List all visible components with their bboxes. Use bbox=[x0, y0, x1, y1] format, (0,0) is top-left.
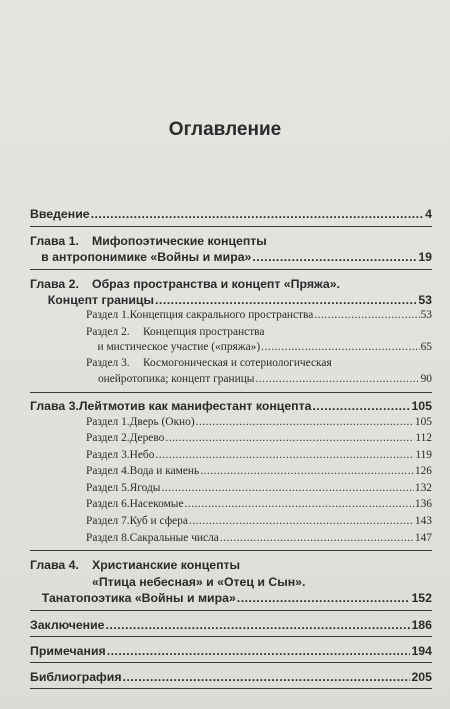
divider bbox=[30, 392, 432, 393]
entry-title: Концепция пространства bbox=[143, 326, 265, 338]
entry-title-cont: онейротопика; концепт границы bbox=[97, 373, 255, 385]
page-number: 19 bbox=[418, 250, 432, 264]
page-number: 147 bbox=[414, 532, 432, 544]
entry-title: Куб и сфера bbox=[129, 515, 188, 527]
page-number: 105 bbox=[414, 416, 432, 428]
toc-entry-conclusion[interactable] bbox=[30, 618, 432, 632]
chapter-label: Глава 4. bbox=[30, 558, 79, 572]
entry-title: Христианские концепты bbox=[92, 558, 241, 572]
page-number: 143 bbox=[414, 515, 432, 527]
entry-title: Дерево bbox=[129, 432, 165, 444]
toc-entry-chapter-1-line-2[interactable] bbox=[30, 250, 432, 264]
toc-entry-ch3-section-5[interactable] bbox=[30, 482, 432, 494]
dot-leader bbox=[312, 399, 410, 413]
section-label: Раздел 6. bbox=[86, 498, 130, 510]
section-label: Раздел 7. bbox=[86, 515, 130, 527]
entry-title: Насекомые bbox=[129, 498, 184, 510]
page-number: 126 bbox=[414, 465, 432, 477]
toc-entry-ch2-section-3[interactable] bbox=[30, 357, 332, 369]
section-label: Раздел 1. bbox=[86, 309, 130, 321]
divider bbox=[30, 610, 432, 611]
toc-entry-ch3-section-3[interactable] bbox=[30, 449, 432, 461]
section-label: Раздел 3. bbox=[86, 449, 130, 461]
dot-leader bbox=[255, 373, 419, 385]
dot-leader bbox=[261, 341, 419, 353]
entry-title: Ягоды bbox=[129, 482, 161, 494]
entry-title: Концепция сакрального пространства bbox=[129, 309, 314, 321]
toc-entry-ch3-section-4[interactable] bbox=[30, 465, 432, 477]
dot-leader bbox=[189, 515, 414, 527]
section-label: Раздел 8. bbox=[86, 532, 130, 544]
dot-leader bbox=[252, 250, 417, 264]
entry-title: Лейтмотив как манифестант концепта bbox=[78, 399, 312, 413]
dot-leader bbox=[161, 482, 413, 494]
dot-leader bbox=[155, 449, 414, 461]
page-number: 112 bbox=[415, 432, 432, 444]
entry-title-cont: Концепт границы bbox=[47, 293, 154, 307]
page-number: 186 bbox=[411, 618, 432, 632]
page-number: 53 bbox=[420, 309, 432, 321]
dot-leader bbox=[165, 432, 414, 444]
dot-leader bbox=[106, 618, 411, 632]
section-label: Раздел 4. bbox=[86, 465, 130, 477]
dot-leader bbox=[200, 465, 414, 477]
toc-entry-chapter-4-line-3[interactable] bbox=[30, 591, 432, 605]
page-number: 205 bbox=[411, 670, 432, 684]
dot-leader bbox=[237, 591, 411, 605]
entry-title: Мифопоэтические концепты bbox=[92, 234, 267, 248]
page-number: 4 bbox=[425, 207, 432, 221]
toc-entry-ch2-section-2-line-2[interactable] bbox=[30, 341, 432, 353]
page-number: 194 bbox=[411, 644, 432, 658]
dot-leader bbox=[91, 207, 425, 221]
toc-entry-ch3-section-8[interactable] bbox=[30, 532, 432, 544]
entry-title: Небо bbox=[129, 449, 155, 461]
divider bbox=[30, 226, 432, 227]
toc-entry-chapter-3[interactable] bbox=[30, 399, 432, 413]
entry-title: Примечания bbox=[30, 644, 106, 658]
divider bbox=[30, 269, 432, 270]
entry-title: Библиография bbox=[30, 670, 122, 684]
toc-entry-chapter-4[interactable] bbox=[30, 558, 240, 572]
entry-title-cont: Танатопоэтика «Войны и мира» bbox=[41, 591, 236, 605]
section-label: Раздел 2. bbox=[86, 326, 130, 338]
dot-leader bbox=[185, 498, 414, 510]
page-number: 119 bbox=[415, 449, 432, 461]
toc-entry-chapter-2[interactable] bbox=[30, 277, 340, 291]
dot-leader bbox=[155, 293, 417, 307]
entry-title: Введение bbox=[30, 207, 90, 221]
page-title: Оглавление bbox=[168, 119, 282, 140]
toc-entry-ch3-section-2[interactable] bbox=[30, 432, 432, 444]
toc-entry-chapter-4-line-2[interactable] bbox=[30, 575, 305, 589]
entry-title: Заключение bbox=[30, 618, 105, 632]
entry-title-cont: и мистическое участие («пряжа») bbox=[97, 341, 261, 353]
toc-entry-ch3-section-6[interactable] bbox=[30, 498, 432, 510]
dot-leader bbox=[314, 309, 419, 321]
page-number: 132 bbox=[414, 482, 432, 494]
chapter-label: Глава 2. bbox=[30, 277, 79, 291]
divider bbox=[30, 688, 432, 689]
entry-title-cont: в антропонимике «Войны и мира» bbox=[41, 250, 252, 264]
toc-entry-notes[interactable] bbox=[30, 644, 432, 658]
page-number: 136 bbox=[414, 498, 432, 510]
section-label: Раздел 2. bbox=[86, 432, 130, 444]
dot-leader bbox=[196, 416, 414, 428]
toc-entry-chapter-2-line-2[interactable] bbox=[30, 293, 432, 307]
page-number: 53 bbox=[418, 293, 432, 307]
toc-entry-ch2-section-1[interactable] bbox=[30, 309, 432, 321]
entry-title: Космогоническая и сотериологическая bbox=[143, 357, 332, 369]
entry-title: Сакральные числа bbox=[129, 532, 219, 544]
entry-title: Дверь (Окно) bbox=[129, 416, 195, 428]
page-number: 152 bbox=[411, 591, 432, 605]
divider bbox=[30, 636, 432, 637]
toc-entry-chapter-1[interactable] bbox=[30, 234, 267, 248]
toc-entry-ch3-section-7[interactable] bbox=[30, 515, 432, 527]
toc-entry-bibliography[interactable] bbox=[30, 670, 432, 684]
chapter-label: Глава 1. bbox=[30, 234, 79, 248]
page-number: 90 bbox=[420, 373, 432, 385]
page-number: 65 bbox=[420, 341, 432, 353]
page-number: 105 bbox=[411, 399, 432, 413]
entry-title: Вода и камень bbox=[129, 465, 200, 477]
section-label: Раздел 5. bbox=[86, 482, 130, 494]
toc-entry-intro[interactable] bbox=[30, 207, 432, 221]
entry-title: Образ пространства и концепт «Пряжа». bbox=[92, 277, 340, 291]
toc-entry-ch3-section-1[interactable] bbox=[30, 416, 432, 428]
section-label: Раздел 3. bbox=[86, 357, 130, 369]
dot-leader bbox=[220, 532, 414, 544]
chapter-label: Глава 3. bbox=[30, 399, 79, 413]
toc-entry-ch2-section-3-line-2[interactable] bbox=[30, 373, 432, 385]
dot-leader bbox=[123, 670, 411, 684]
divider bbox=[30, 550, 432, 551]
toc-entry-ch2-section-2[interactable] bbox=[30, 326, 264, 338]
section-label: Раздел 1. bbox=[86, 416, 130, 428]
entry-title-cont: «Птица небесная» и «Отец и Сын». bbox=[92, 575, 306, 589]
dot-leader bbox=[107, 644, 411, 658]
divider bbox=[30, 662, 432, 663]
